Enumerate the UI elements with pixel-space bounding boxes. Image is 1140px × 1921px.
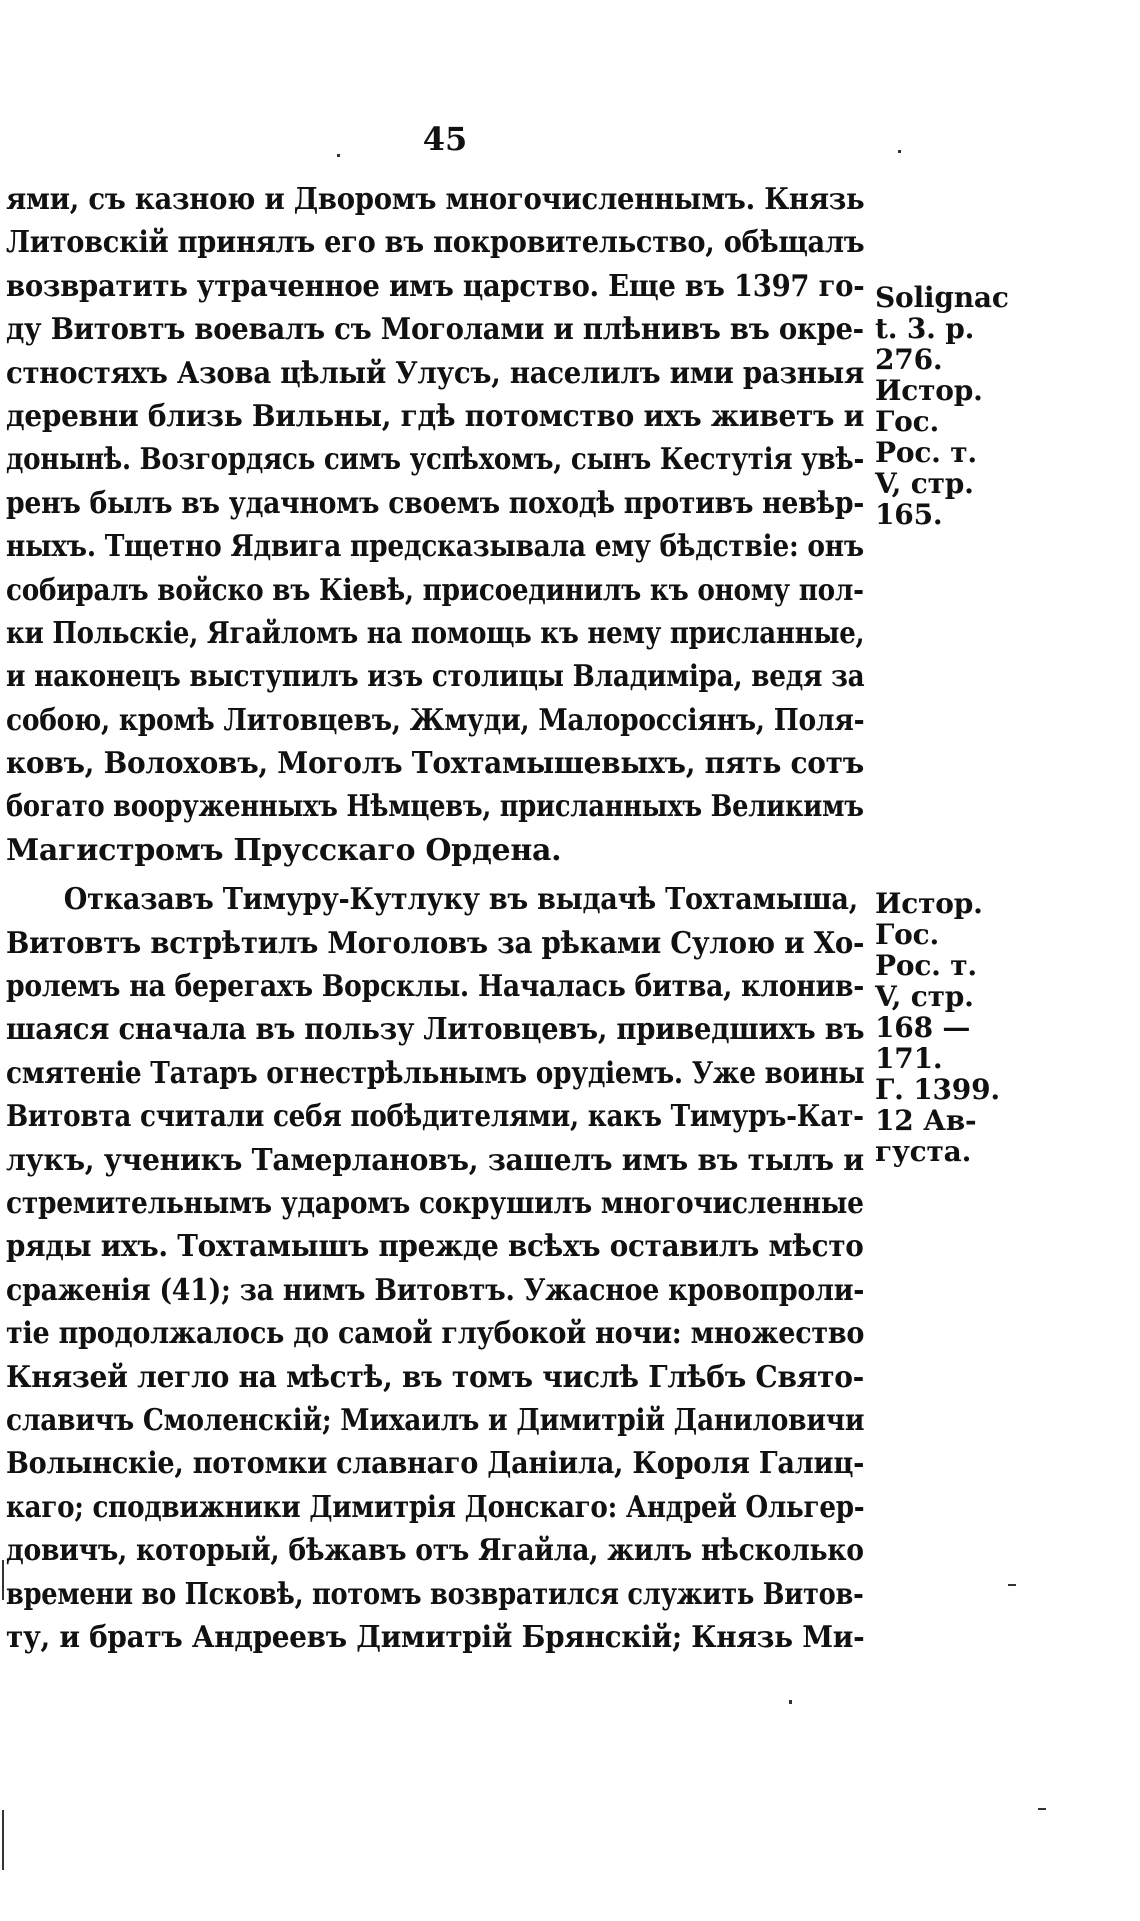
scan-speck	[2, 1560, 4, 1600]
main-text	[6, 178, 864, 1659]
text-line: Литовскій принялъ его въ покровительство, обѣщалъ	[6, 225, 865, 261]
margin-note-line: V, стр.	[875, 467, 974, 500]
text-line: Князей легло на мѣстѣ, въ томъ числѣ Глѣбъ Свято-	[6, 1359, 865, 1395]
text-line: славичъ Смоленскій; Михаилъ и Димитрій Даниловичи	[6, 1402, 865, 1438]
margin-note-line: густа.	[875, 1135, 972, 1168]
text-line: каго; сподвижники Димитрія Донскаго: Андрей Ольгер-	[6, 1489, 865, 1525]
margin-note-line: Гос.	[875, 405, 940, 438]
text-line: лукъ, ученикъ Тамерлановъ, зашелъ имъ въ тылъ и	[6, 1142, 864, 1178]
scan-speck	[2, 1810, 4, 1870]
text-line: возвратить утраченное имъ царство. Еще въ 1397 го-	[6, 268, 865, 304]
text-line: стностяхъ Азова цѣлый Улусъ, населилъ ими разныя	[6, 355, 865, 391]
paragraph-1	[6, 178, 864, 872]
text-line: богато вооруженныхъ Нѣмцевъ, присланныхъ Великимъ	[6, 789, 864, 825]
text-line: ки Польскіе, Ягайломъ на помощь къ нему присланные,	[6, 615, 865, 651]
scan-speck	[898, 150, 901, 153]
text-line: Витовта считали себя побѣдителями, какъ Тимуръ-Кат-	[6, 1099, 864, 1135]
text-line: ряды ихъ. Тохтамышъ прежде всѣхъ оставилъ мѣсто	[6, 1229, 864, 1265]
text-line: Отказавъ Тимуру-Кутлуку въ выдачѣ Тохтамыша,	[63, 882, 858, 918]
margin-note-istor	[875, 888, 1105, 1167]
margin-note-line: Истор.	[875, 887, 983, 920]
text-line: времени во Псковѣ, потомъ возвратился служить Витов-	[6, 1576, 864, 1612]
text-line: и наконецъ выступилъ изъ столицы Владиміра, ведя за	[6, 659, 865, 695]
scan-speck	[789, 1700, 792, 1704]
page-number: 45	[422, 120, 468, 158]
margin-note-line: Истор.	[875, 374, 983, 407]
text-line: ныхъ. Тщетно Ядвига предсказывала ему бѣдствіе: онъ	[6, 529, 864, 565]
text-line: сраженія (41); за нимъ Витовтъ. Ужасное кровопроли-	[6, 1272, 865, 1308]
text-line: ями, съ казною и Дворомъ многочисленнымъ. Князь	[6, 182, 865, 217]
margin-note-line: Рос. т.	[875, 436, 977, 469]
scan-speck	[337, 154, 340, 157]
text-line: донынѣ. Возгордясь симъ успѣхомъ, сынъ Кестутія увѣ-	[6, 442, 865, 478]
margin-note-line: 168 —	[875, 1011, 971, 1044]
margin-note-line: 276.	[875, 343, 943, 376]
text-line: Витовтъ встрѣтилъ Моголовъ за рѣками Сулою и Хо-	[6, 925, 865, 961]
text-line: шаяся сначала въ пользу Литовцевъ, приведшихъ въ	[6, 1012, 865, 1048]
margin-note-line: t. 3. p.	[875, 312, 975, 345]
text-line: деревни близь Вильны, гдѣ потомство ихъ живетъ и	[6, 398, 865, 434]
text-line: собиралъ войско въ Кіевѣ, присоединилъ къ оному пол-	[6, 572, 864, 608]
margin-note-line: Рос. т.	[875, 949, 977, 982]
text-line: довичъ, который, бѣжавъ отъ Ягайла, жилъ нѣсколько	[6, 1533, 864, 1569]
text-line: тіе продолжалось до самой глубокой ночи: множество	[6, 1316, 865, 1352]
margin-note-line: 12 Ав-	[875, 1104, 977, 1137]
margin-note-line: Гос.	[875, 918, 940, 951]
text-line: собою, кромѣ Литовцевъ, Жмуди, Малороссіянъ, Поля-	[6, 702, 865, 738]
margin-note-solignac	[875, 282, 1105, 530]
scan-speck	[1008, 1584, 1016, 1586]
text-line: Магистромъ Прусскаго Ордена.	[6, 832, 562, 868]
margin-note-line: Solignac	[875, 281, 1009, 314]
margin-note-line: Г. 1399.	[875, 1073, 1000, 1106]
text-line: Волынскіе, потомки славнаго Даніила, Короля Галиц-	[6, 1446, 865, 1482]
text-line: стремительнымъ ударомъ сокрушилъ многочисленные	[6, 1185, 864, 1221]
text-line: смятеніе Татаръ огнестрѣльнымъ орудіемъ. Уже воины	[6, 1055, 865, 1091]
text-line: ролемъ на берегахъ Ворсклы. Началась битва, клонив-	[6, 969, 865, 1005]
text-line: ковъ, Волоховъ, Моголъ Тохтамышевыхъ, пять сотъ	[6, 746, 864, 782]
margin-note-line: 165.	[875, 498, 943, 531]
margin-note-line: V, стр.	[875, 980, 974, 1013]
paragraph-2	[6, 878, 864, 1659]
text-line: ду Витовтъ воевалъ съ Моголами и плѣнивъ въ окре-	[6, 312, 864, 348]
text-line: ту, и братъ Андреевъ Димитрій Брянскій; Князь Ми-	[6, 1619, 865, 1655]
scan-speck	[1038, 1808, 1046, 1810]
margin-note-line: 171.	[875, 1042, 943, 1075]
text-line: ренъ былъ въ удачномъ своемъ походѣ противъ невѣр-	[6, 485, 865, 521]
